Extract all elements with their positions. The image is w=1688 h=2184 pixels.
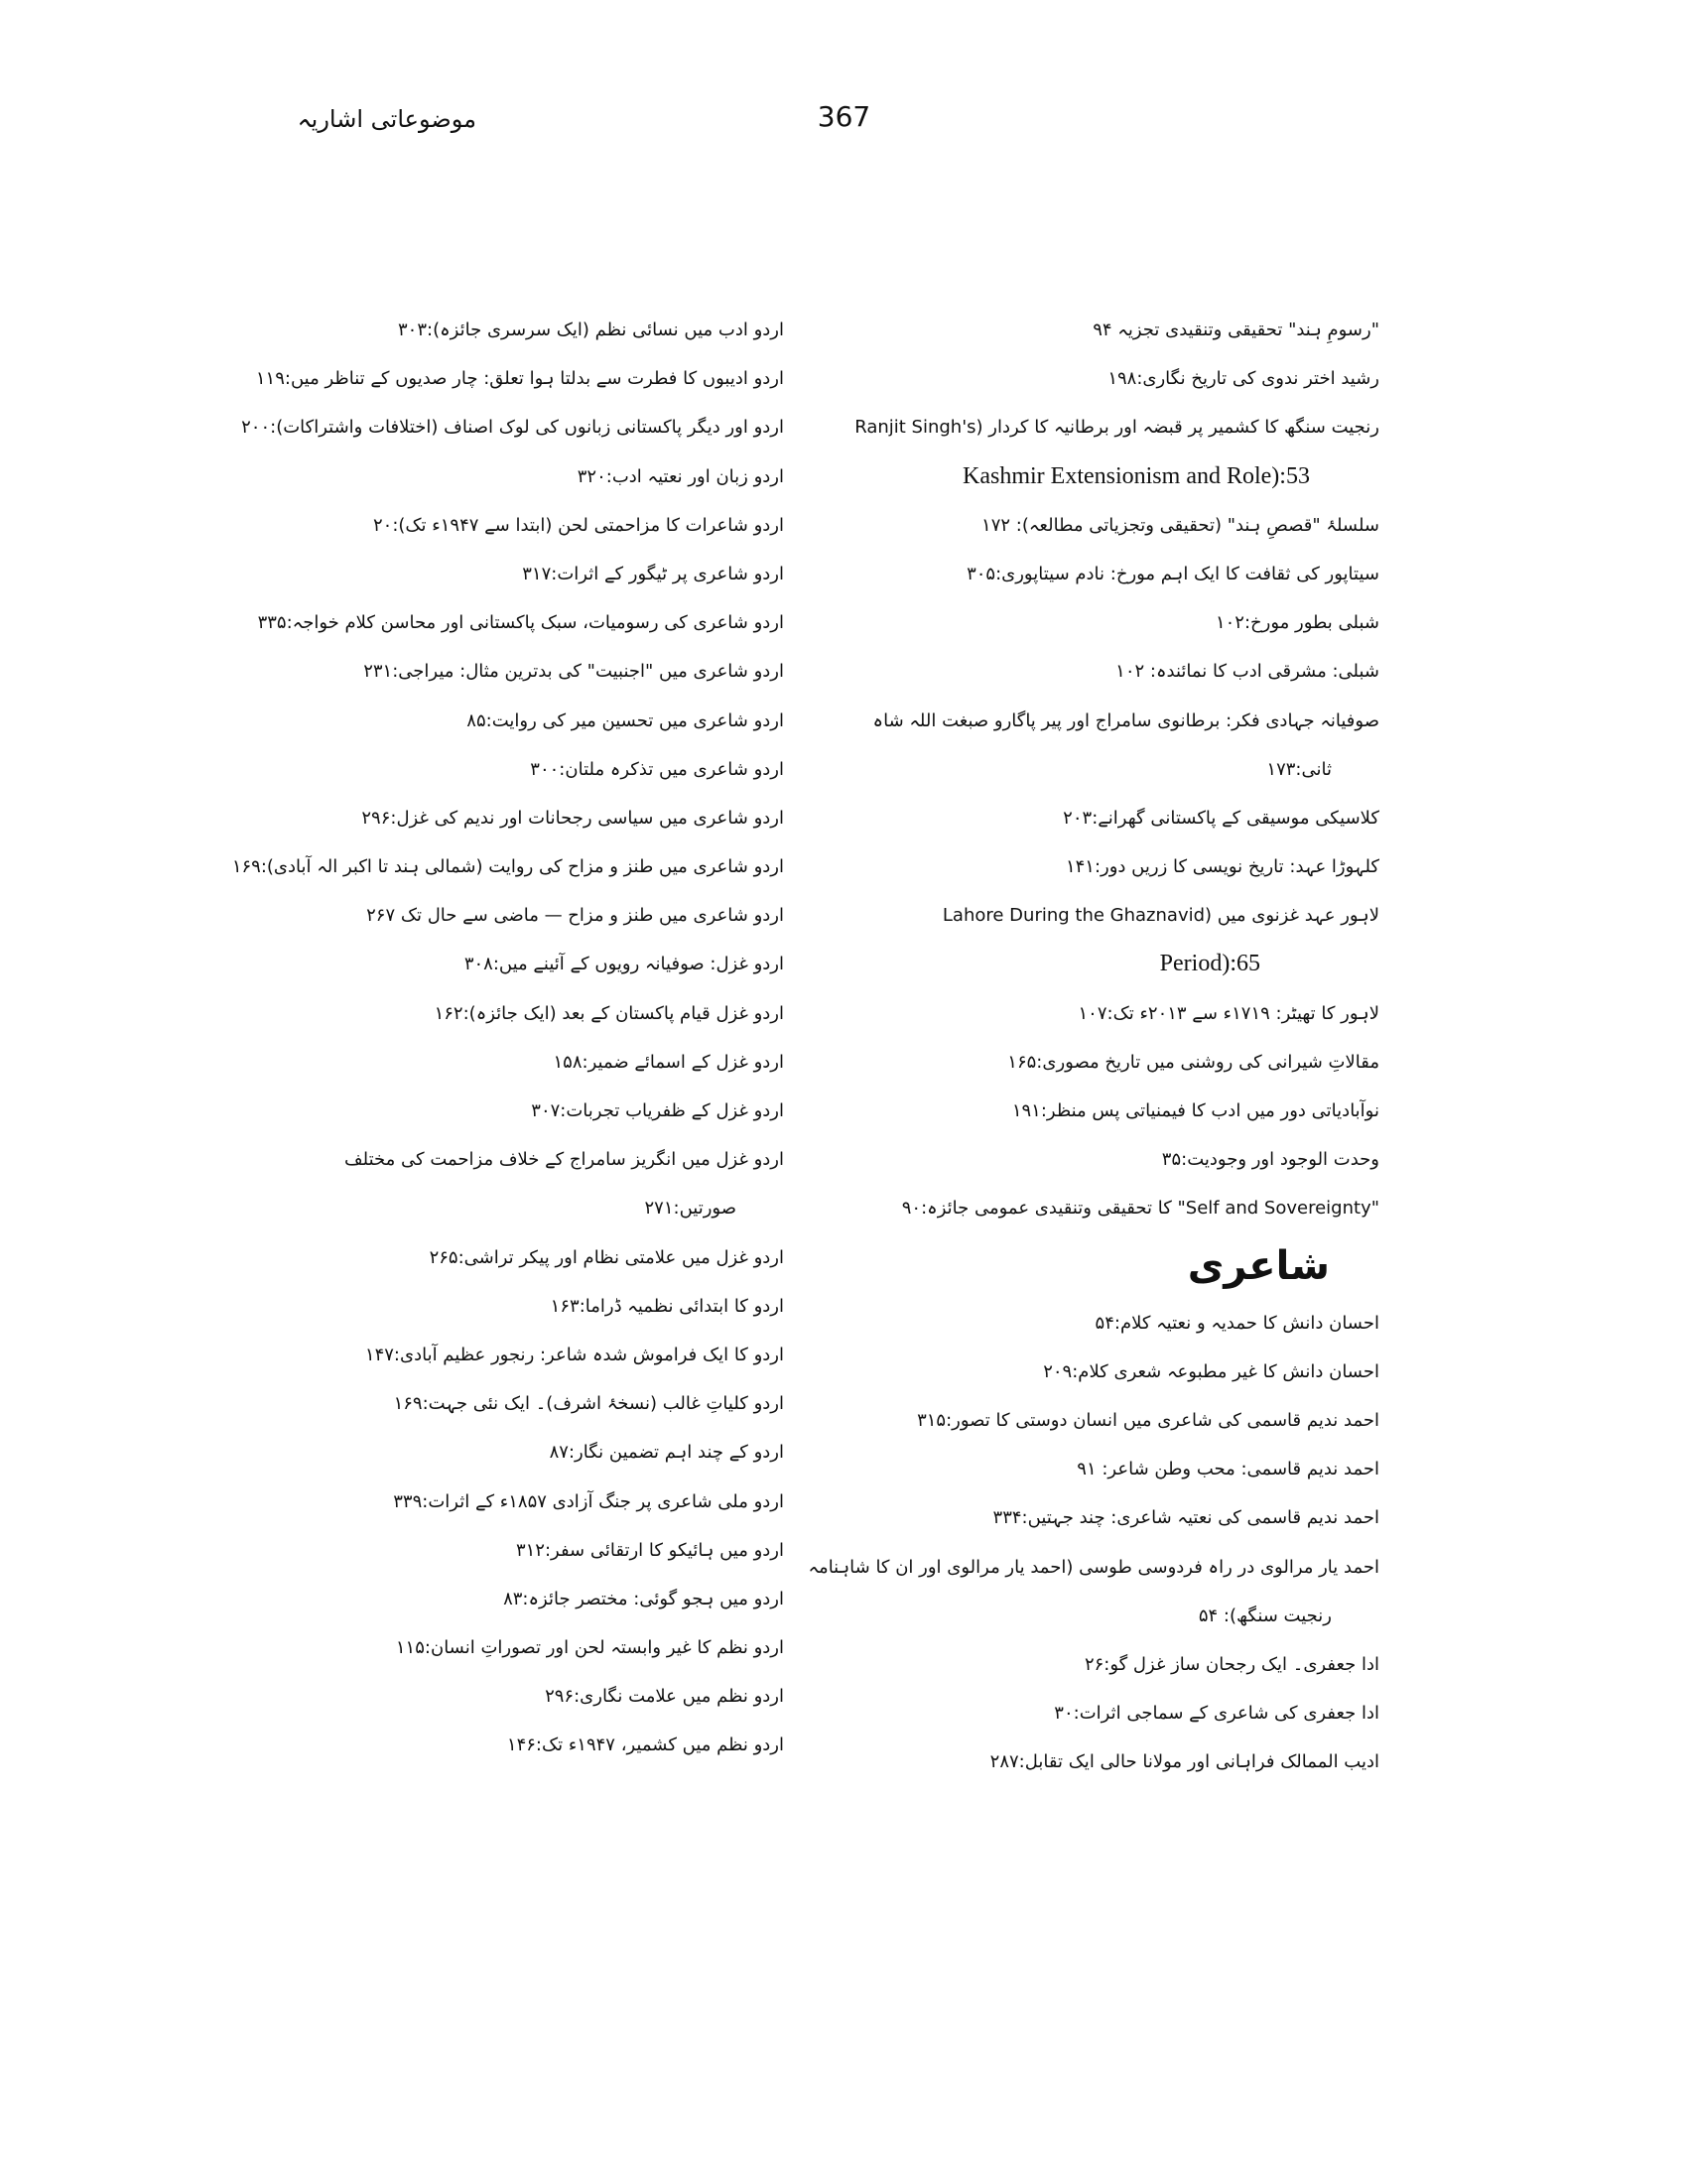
index-entry: رنجیت سنگھ کا کشمیر پر قبضہ اور برطانیہ کا کردار (Ranjit Singh's xyxy=(854,417,1379,439)
index-entry: احمد ندیم قاسمی کی شاعری میں انسان دوستی کا تصور:۳۱۵ xyxy=(917,1409,1379,1431)
index-entry: شبلی: مشرقی ادب کا نمائندہ: ۱۰۲ xyxy=(1115,661,1379,683)
index-entry: احمد یار مرالوی در راہ فردوسی طوسی (احمد یار مرالوی اور ان کا شاہنامہ xyxy=(808,1556,1379,1578)
index-entry: احمد ندیم قاسمی کی نعتیہ شاعری: چند جہتیں:۳۳۴ xyxy=(992,1507,1379,1529)
index-entry: اردو شاعری میں سیاسی رجحانات اور ندیم کی غزل:۲۹۶ xyxy=(361,807,784,829)
index-entry: کلاسیکی موسیقی کے پاکستانی گھرانے:۲۰۳ xyxy=(1063,807,1379,829)
index-entry: سیتاپور کی ثقافت کا ایک اہم مورخ: نادم سیتاپوری:۳۰۵ xyxy=(967,563,1379,584)
index-entry: اردو کلیاتِ غالب (نسخۂ اشرف)۔ ایک نئی جہت:۱۶۹ xyxy=(393,1393,784,1415)
index-entry: اردو شاعری میں طنز و مزاح کی روایت (شمالی ہند تا اکبر الہ آبادی):۱۶۹ xyxy=(231,856,784,878)
index-entry-continuation: Kashmir Extensionism and Role):53 xyxy=(963,462,1310,489)
index-entry-continuation: Period):65 xyxy=(1159,951,1260,977)
index-entry: اردو غزل میں انگریز سامراج کے خلاف مزاحمت کی مختلف xyxy=(344,1149,784,1171)
index-entry: اردو شاعری میں طنز و مزاح — ماضی سے حال تک ۲۶۷ xyxy=(366,905,784,927)
index-entry: اردو غزل قیام پاکستان کے بعد (ایک جائزہ):۱۶۲ xyxy=(434,1002,784,1024)
index-entry: شبلی بطور مورخ:۱۰۲ xyxy=(1215,612,1379,634)
index-entry: اردو شاعری کی رسومیات، سبک پاکستانی اور محاسن کلام خواجہ:۳۳۵ xyxy=(257,612,784,634)
index-entry: رشید اختر ندوی کی تاریخ نگاری:۱۹۸ xyxy=(1107,368,1379,390)
index-entry: احسان دانش کا غیر مطبوعہ شعری کلام:۲۰۹ xyxy=(1043,1360,1379,1382)
index-entry: اردو نظم میں علامت نگاری:۲۹۶ xyxy=(545,1686,784,1708)
index-entry: ادیب الممالک فراہانی اور مولانا حالی ایک تقابل:۲۸۷ xyxy=(989,1751,1379,1773)
page-number: 367 xyxy=(817,100,871,133)
running-title: موضوعاتی اشاریہ xyxy=(297,105,476,133)
section-heading-poetry: شاعری xyxy=(1187,1242,1330,1289)
index-entry: کلہوڑا عہد: تاریخ نویسی کا زریں دور:۱۴۱ xyxy=(1065,856,1379,878)
index-entry: اردو غزل کے اسمائے ضمیر:۱۵۸ xyxy=(553,1051,784,1073)
right-column xyxy=(808,306,1379,1786)
index-entry: اردو نظم میں کشمیر، ۱۹۴۷ء تک:۱۴۶ xyxy=(506,1734,784,1756)
index-entry: لاہور عہد غزنوی میں (Lahore During the Ghaznavid xyxy=(942,905,1379,927)
index-entry: اردو شاعرات کا مزاحمتی لحن (ابتدا سے ۱۹۴۷ء تک):۲۰ xyxy=(372,514,784,536)
index-entry: اردو کا ایک فراموش شدہ شاعر: رنجور عظیم آبادی:۱۴۷ xyxy=(364,1344,784,1365)
index-entry: مقالاتِ شیرانی کی روشنی میں تاریخ مصوری:۱۶۵ xyxy=(1007,1051,1379,1073)
index-entry: "رسومِ ہند" تحقیقی وتنقیدی تجزیہ ۹۴ xyxy=(1093,320,1379,340)
index-entry: اردو ادیبوں کا فطرت سے بدلتا ہوا تعلق: چار صدیوں کے تناظر میں:۱۱۹ xyxy=(255,368,784,390)
index-entry: صوفیانہ جہادی فکر: برطانوی سامراج اور پیر پاگارو صبغت اللہ شاہ xyxy=(872,709,1379,731)
index-entry: اردو میں ہجو گوئی: مختصر جائزہ:۸۳ xyxy=(503,1588,784,1609)
index-entry: وحدت الوجود اور وجودیت:۳۵ xyxy=(1161,1149,1379,1171)
index-entry: اردو کا ابتدائی نظمیہ ڈراما:۱۶۳ xyxy=(550,1295,784,1317)
index-entry: اردو شاعری میں "اجنبیت" کی بدترین مثال: میراجی:۲۳۱ xyxy=(363,661,784,683)
index-entry: اردو کے چند اہم تضمین نگار:۸۷ xyxy=(549,1442,784,1464)
index-entry-continuation: رنجیت سنگھ): ۵۴ xyxy=(1198,1605,1332,1626)
index-entry: ادا جعفری۔ ایک رجحان ساز غزل گو:۲۶ xyxy=(1084,1653,1379,1675)
index-entry: اردو شاعری میں تحسین میر کی روایت:۸۵ xyxy=(466,709,784,731)
index-entry: اردو غزل: صوفیانہ رویوں کے آئینے میں:۳۰۸ xyxy=(463,954,784,975)
index-entry: اردو ملی شاعری پر جنگ آزادی ۱۸۵۷ء کے اثرات:۳۳۹ xyxy=(393,1490,784,1512)
index-entry: اردو میں ہائیکو کا ارتقائی سفر:۳۱۲ xyxy=(515,1539,784,1561)
index-entry: اردو غزل کے ظفریاب تجربات:۳۰۷ xyxy=(531,1100,784,1121)
index-entry: اردو غزل میں علامتی نظام اور پیکر تراشی:۲۶۵ xyxy=(429,1246,784,1268)
index-entry: نوآبادیاتی دور میں ادب کا فیمنیاتی پس منظر:۱۹۱ xyxy=(1011,1100,1379,1121)
index-entry: اردو اور دیگر پاکستانی زبانوں کی لوک اصناف (اختلافات واشتراکات):۲۰۰ xyxy=(241,417,784,439)
index-entry: اردو نظم کا غیر وابستہ لحن اور تصوراتِ انسان:۱۱۵ xyxy=(395,1637,784,1659)
index-entry: اردو ادب میں نسائی نظم (ایک سرسری جائزہ):۳۰۳ xyxy=(398,320,784,340)
index-entry: اردو زبان اور نعتیہ ادب:۳۲۰ xyxy=(577,465,784,487)
index-entry: اردو شاعری میں تذکرہ ملتان:۳۰۰ xyxy=(530,758,784,780)
left-column xyxy=(231,306,784,1770)
index-entry: اردو شاعری پر ٹیگور کے اثرات:۳۱۷ xyxy=(522,563,784,584)
index-entry: احمد ندیم قاسمی: محب وطن شاعر: ۹۱ xyxy=(1077,1459,1379,1480)
index-entry: لاہور کا تھیٹر: ۱۷۱۹ء سے ۲۰۱۳ء تک:۱۰۷ xyxy=(1078,1002,1379,1024)
index-entry: "Self and Sovereignty" کا تحقیقی وتنقیدی عمومی جائزہ:۹۰ xyxy=(901,1198,1379,1220)
index-entry-continuation: ثانی:۱۷۳ xyxy=(1266,758,1332,780)
index-entry: ادا جعفری کی شاعری کے سماجی اثرات:۳۰ xyxy=(1054,1703,1379,1725)
index-entry: سلسلۂ "قصصِ ہند" (تحقیقی وتجزیاتی مطالعہ): ۱۷۲ xyxy=(981,514,1379,536)
index-entry: احسان دانش کا حمدیہ و نعتیہ کلام:۵۴ xyxy=(1095,1312,1379,1334)
index-entry-continuation: صورتیں:۲۷۱ xyxy=(644,1198,736,1220)
